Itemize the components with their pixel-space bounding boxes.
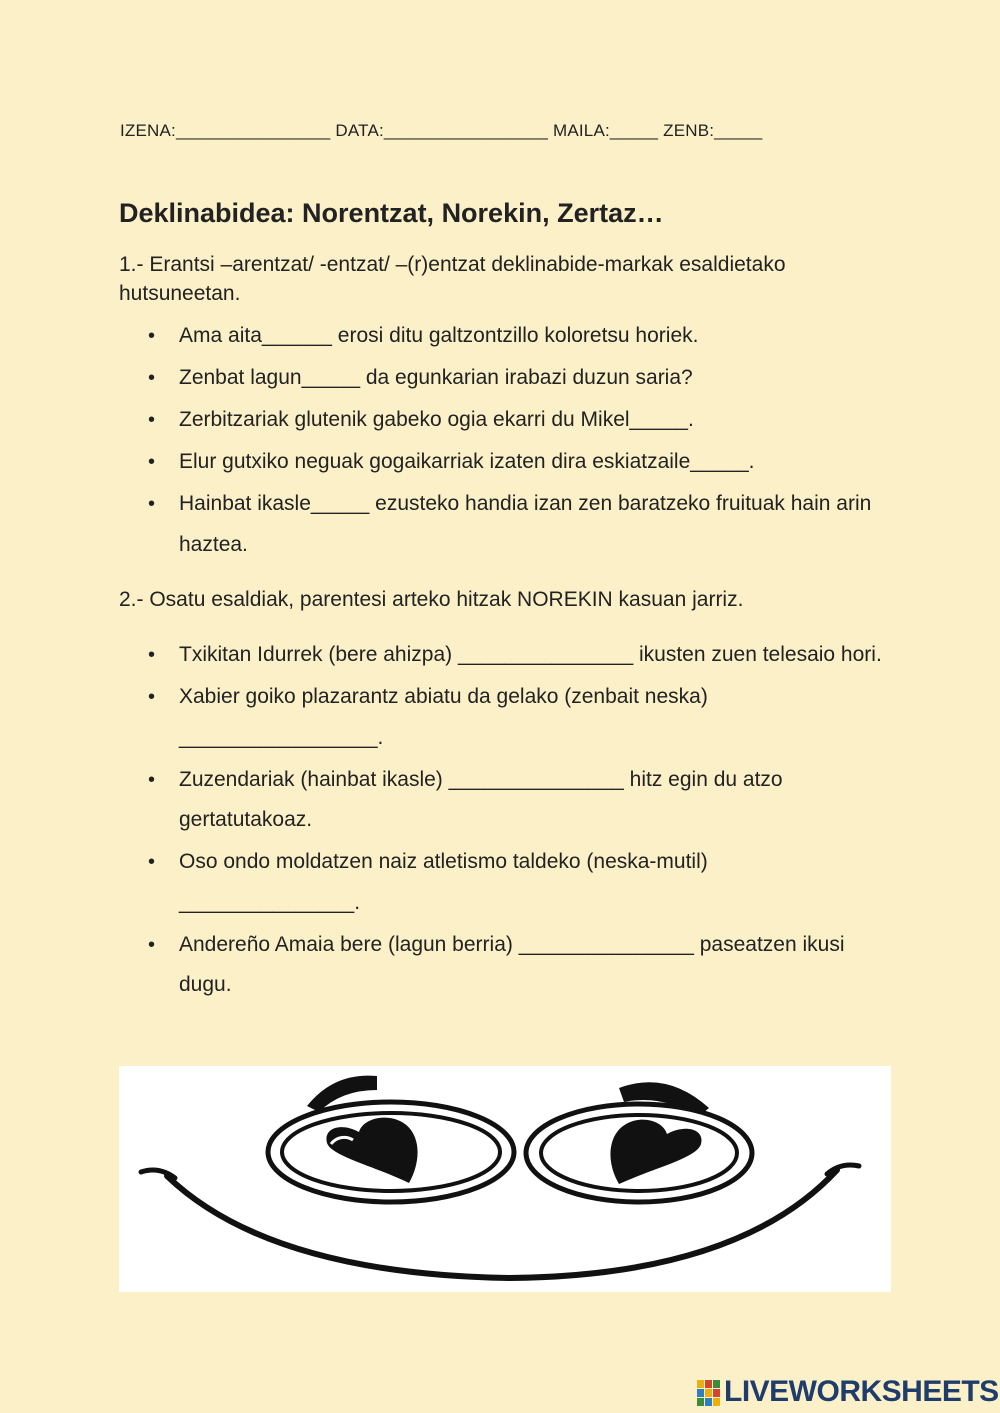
list-item: • Zuzendariak (hainbat ikasle) _______________ hitz egin du atzo gertatutakoaz. <box>148 760 888 841</box>
list-item: • Txikitan Idurrek (bere ahizpa) _______________ ikusten zuen telesaio hori. <box>148 635 888 676</box>
exercise-1-instruction: 1.- Erantsi –arentzat/ -entzat/ –(r)entzat deklinabide-markak esaldietako hutsuneetan. <box>119 253 786 305</box>
smiley-face-icon <box>119 1066 891 1292</box>
list-item: • Xabier goiko plazarantz abiatu da gelako (zenbait neska) _________________. <box>148 677 888 758</box>
smiley-face-illustration <box>119 1066 891 1292</box>
student-info-line: IZENA:________________ DATA:_________________ MAILA:_____ ZENB:_____ <box>120 121 763 140</box>
list-item: • Hainbat ikasle_____ ezusteko handia izan zen baratzeko fruituak hain arin haztea. <box>148 484 888 565</box>
list-item: • Ama aita______ erosi ditu galtzontzillo koloretsu horiek. <box>148 316 888 357</box>
exercise-2-list <box>148 635 888 1007</box>
exercise-1-list <box>148 316 888 567</box>
exercise-2-instruction: 2.- Osatu esaldiak, parentesi arteko hitzak NOREKIN kasuan jarriz. <box>119 588 744 611</box>
liveworksheets-brand <box>697 1374 999 1410</box>
list-item: • Zenbat lagun_____ da egunkarian irabazi duzun saria? <box>148 358 888 399</box>
list-item: • Elur gutxiko neguak gogaikarriak izaten dira eskiatzaile_____. <box>148 442 888 483</box>
page-title: Deklinabidea: Norentzat, Norekin, Zertaz… <box>119 198 664 228</box>
list-item: • Andereño Amaia bere (lagun berria) _______________ paseatzen ikusi dugu. <box>148 925 888 1006</box>
list-item: • Zerbitzariak glutenik gabeko ogia ekarri du Mikel_____. <box>148 400 888 441</box>
list-item: • Oso ondo moldatzen naiz atletismo taldeko (neska-mutil) _______________. <box>148 842 888 923</box>
liveworksheets-logo-icon <box>697 1377 721 1407</box>
brand-name: LIVEWORKSHEETS <box>724 1375 999 1408</box>
